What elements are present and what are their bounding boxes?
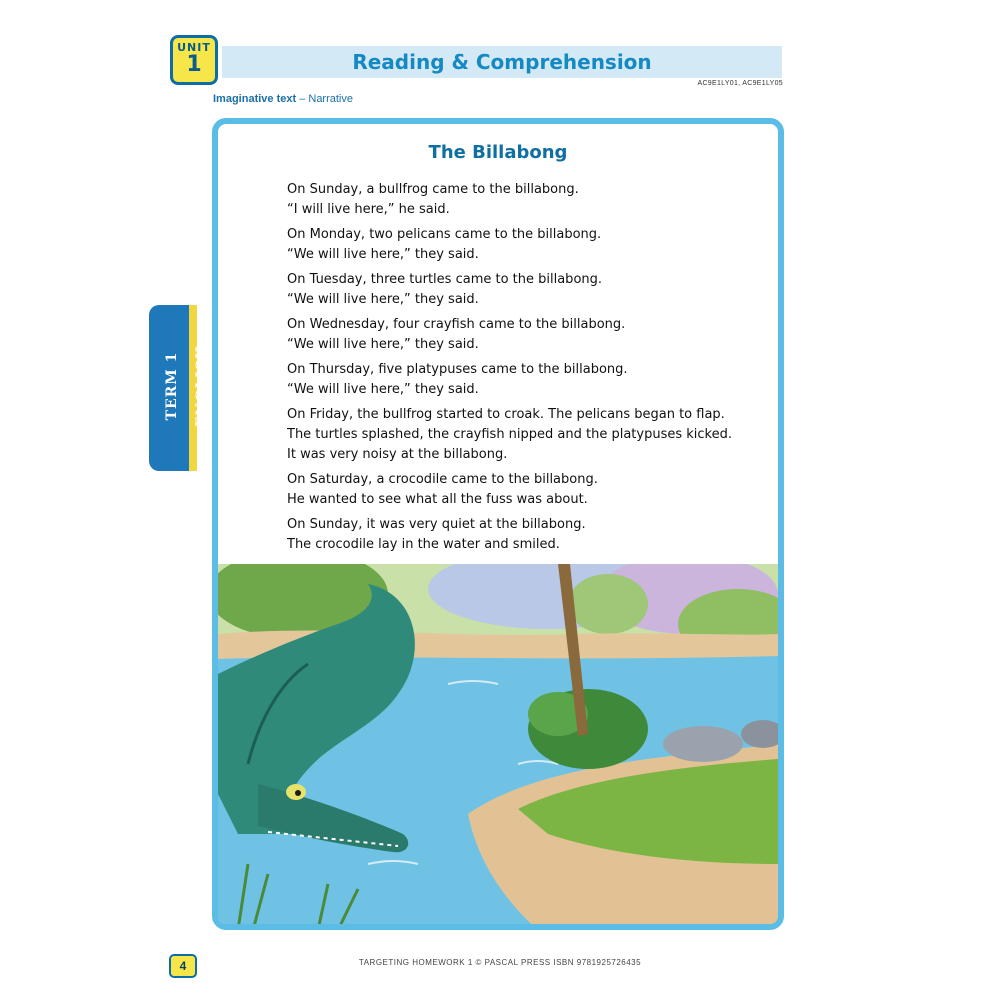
side-tab-label: TERM 1 ENGLISH bbox=[164, 344, 210, 428]
story-line: The crocodile lay in the water and smiled. bbox=[287, 537, 560, 552]
header-bar bbox=[222, 46, 782, 78]
story-line: “I will live here,” he said. bbox=[287, 202, 450, 217]
story-line: On Monday, two pelicans came to the billabong. bbox=[287, 227, 602, 242]
text-type-label bbox=[213, 93, 353, 105]
side-tab bbox=[149, 305, 210, 471]
story-line: On Sunday, it was very quiet at the billabong. bbox=[287, 517, 586, 532]
story-line: “We will live here,” they said. bbox=[287, 337, 479, 352]
story-paragraph bbox=[287, 180, 757, 220]
story-line: On Saturday, a crocodile came to the billabong. bbox=[287, 472, 598, 487]
story-paragraph bbox=[287, 360, 757, 400]
unit-number: 1 bbox=[186, 52, 202, 77]
curriculum-codes: AC9E1LY01, AC9E1LY05 bbox=[697, 80, 783, 87]
story-paragraph bbox=[287, 405, 757, 465]
story-line: On Sunday, a bullfrog came to the billabong. bbox=[287, 182, 579, 197]
story-paragraph bbox=[287, 225, 757, 265]
page-title: Reading & Comprehension bbox=[352, 50, 652, 74]
unit-word: UNIT bbox=[177, 41, 211, 54]
story-line: It was very noisy at the billabong. bbox=[287, 447, 508, 462]
story-line: The turtles splashed, the crayfish nipped and the platypuses kicked. bbox=[287, 427, 733, 442]
text-type-rest: – Narrative bbox=[296, 93, 353, 105]
story-line: On Wednesday, four crayfish came to the billabong. bbox=[287, 317, 626, 332]
story-paragraph bbox=[287, 315, 757, 355]
crocodile-billabong-illustration bbox=[218, 564, 778, 930]
story-line: On Thursday, five platypuses came to the billabong. bbox=[287, 362, 628, 377]
story-paragraph bbox=[287, 470, 757, 510]
footer-copyright: TARGETING HOMEWORK 1 © PASCAL PRESS ISBN 9781925726435 bbox=[358, 958, 642, 967]
story-line: “We will live here,” they said. bbox=[287, 382, 479, 397]
story-paragraph bbox=[287, 515, 757, 555]
story-panel bbox=[212, 118, 784, 930]
text-type-bold: Imaginative text bbox=[213, 93, 297, 105]
story-title: The Billabong bbox=[428, 142, 568, 163]
story-line: “We will live here,” they said. bbox=[287, 292, 479, 307]
story-line: On Tuesday, three turtles came to the billabong. bbox=[287, 272, 603, 287]
unit-badge bbox=[170, 35, 218, 85]
story-line: On Friday, the bullfrog started to croak. The pelicans began to flap. bbox=[287, 407, 725, 422]
story-line: “We will live here,” they said. bbox=[287, 247, 479, 262]
story-paragraph bbox=[287, 270, 757, 310]
story-text bbox=[287, 180, 757, 560]
page-number: 4 bbox=[169, 954, 197, 978]
story-line: He wanted to see what all the fuss was about. bbox=[287, 492, 588, 507]
